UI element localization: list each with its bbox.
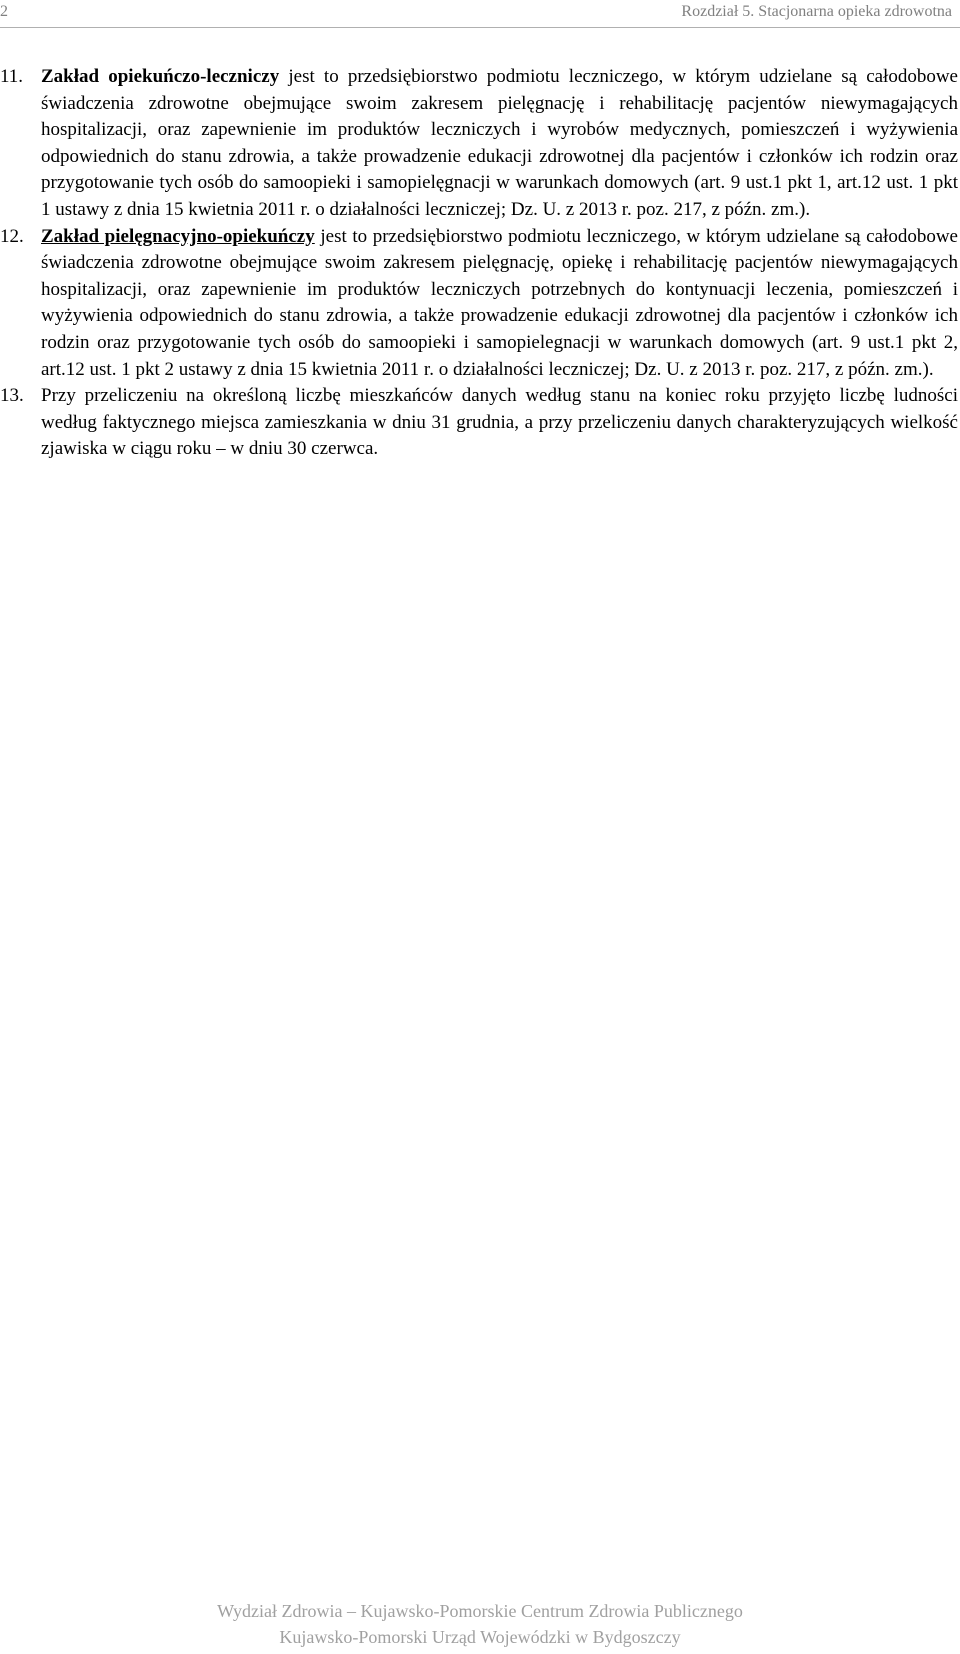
page-header [0, 0, 960, 24]
item-number: 11. [0, 66, 24, 87]
definition-text: jest to przedsiębiorstwo podmiotu leczniczego, w którym udzielane są całodobowe świadczenia zdrowotne obejmujące swoim zakresem pielęgnację, opiekę i rehabilitację pacjentów niewymagających hospitalizacji, oraz zapewnienie im produktów leczniczych potrzebnych do kontynuacji leczenia, pomieszczeń i wyżywienia odpowiednich do stanu zdrowia, a także prowadzenie edukacji zdrowotnej dla pacjentów i członków ich rodzin oraz przygotowanie tych osób do samoopieki i samopielegnacji w warunkach domowych (art. 9 ust.1 pkt 2, art.12 ust. 1 pkt 2 ustawy z dnia 15 kwietnia 2011 r. o działalności leczniczej; Dz. U. z 2013 r. poz. 217, z późn. zm.). [41, 225, 958, 380]
defined-term: Zakład opiekuńczo-leczniczy [41, 66, 280, 87]
definition-text: Przy przeliczeniu na określoną liczbę mieszkańców danych według stanu na koniec roku przyjęto liczbę ludności według faktycznego miejsca zamieszkania w dniu 31 grudnia, a przy przeliczeniu danych charakteryzujących wielkość zjawiska w ciągu roku – w dniu 30 czerwca. [41, 385, 958, 460]
chapter-title: Rozdział 5. Stacjonarna opieka zdrowotna [681, 3, 952, 20]
footer-office: Kujawsko-Pomorski Urząd Wojewódzki w Bydgoszczy [279, 1627, 681, 1647]
definition-text: jest to przedsiębiorstwo podmiotu leczniczego, w którym udzielane są całodobowe świadczenia zdrowotne obejmujące swoim zakresem pielęgnację i rehabilitację pacjentów niewymagających hospitalizacji, oraz zapewnienie im produktów leczniczych i wyrobów medycznych, pomieszczeń i wyżywienia odpowiednich do stanu zdrowia, a także prowadzenie edukacji zdrowotnej dla pacjentów i członków ich rodzin oraz przygotowanie tych osób do samoopieki i samopielęgnacji w warunkach domowych (art. 9 ust.1 pkt 1, art.12 ust. 1 pkt 1 ustawy z dnia 15 kwietnia 2011 r. o działalności leczniczej; Dz. U. z 2013 r. poz. 217, z późn. zm.). [41, 66, 958, 220]
page-number: 2 [0, 3, 8, 20]
item-number: 13. [0, 385, 24, 407]
definition-item-11 [0, 64, 958, 224]
item-number: 12. [0, 225, 24, 247]
document-body [0, 64, 958, 463]
page-footer [0, 1598, 960, 1650]
definition-item-12 [0, 224, 958, 384]
footer-department: Wydział Zdrowia – Kujawsko-Pomorskie Centrum Zdrowia Publicznego [217, 1601, 743, 1621]
header-divider [0, 27, 960, 28]
defined-term: Zakład pielęgnacyjno-opiekuńczy [41, 225, 315, 247]
definition-item-13 [0, 383, 958, 463]
